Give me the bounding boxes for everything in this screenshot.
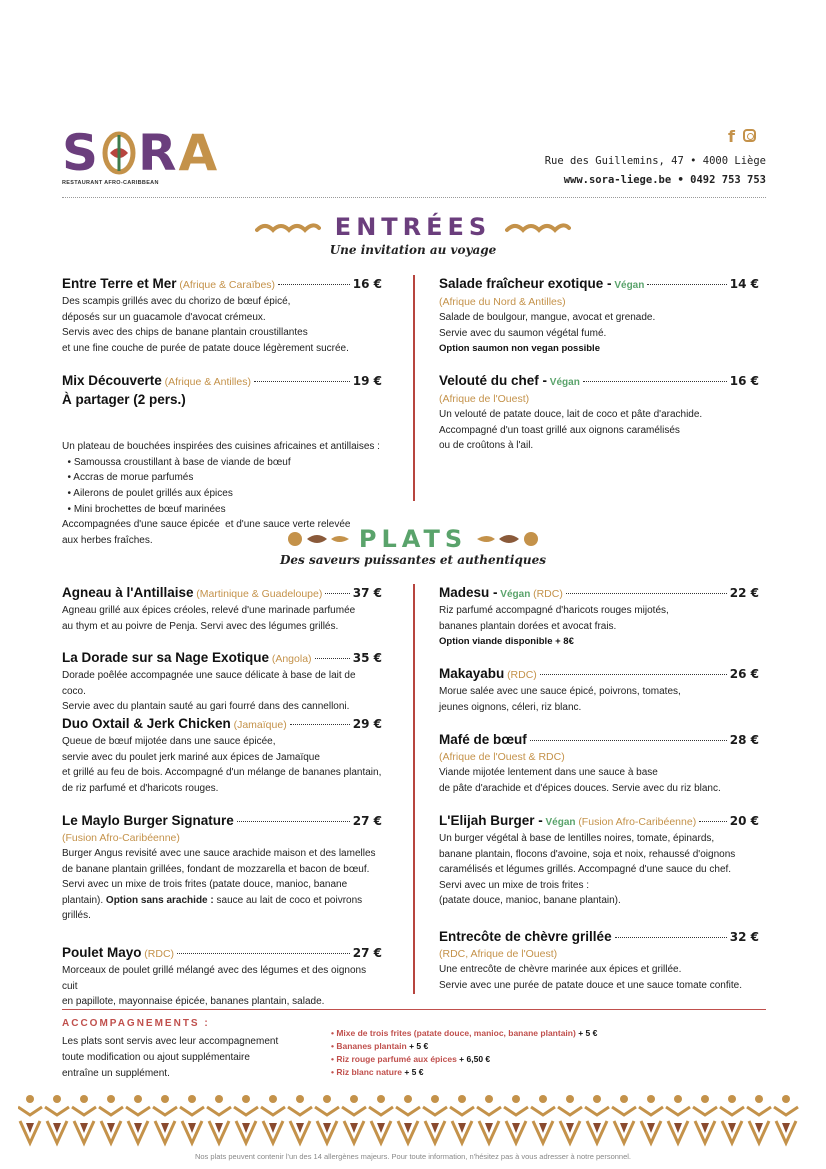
item-description: Morue salée avec une sauce épicé, poivrons, tomates, jeunes oignons, céleri, riz blanc. (439, 686, 681, 713)
item-description: Dorade poêlée accompagnée une sauce délicate à base de lait de coco. Servie avec du plantain sauté au gari fourré dans des cannelloni. (62, 670, 356, 713)
item-description: Queue de bœuf mijotée dans une sauce épicée, servie avec du poulet jerk mariné aux épices de Jamaïque et grillé au feu de bois. Accompagné d'un mélange de bananes plantain, de riz parfumé et d'haricots rouges. (62, 736, 382, 794)
item-origin: (Afrique de l'Ouest) (439, 393, 530, 405)
item-price: 28 € (729, 733, 759, 747)
plats-title: PLATS (358, 525, 468, 553)
menu-item (439, 731, 759, 796)
item-origin: (RDC, Afrique de l'Ouest) (439, 948, 558, 960)
seed-ornament-icon (287, 531, 351, 547)
menu-item (62, 715, 382, 796)
item-name: Poulet Mayo (62, 945, 142, 960)
entrees-title: ENTRÉES (334, 213, 492, 241)
item-origin: (Afrique de l'Ouest & RDC) (439, 751, 565, 763)
item-name: Mix Découverte (62, 373, 162, 388)
item-name: L'Elijah Burger - (439, 813, 543, 828)
instagram-icon[interactable] (743, 129, 756, 142)
logo-letters-ra: RA (138, 124, 220, 182)
tribal-pattern-band (18, 1093, 808, 1149)
menu-item (62, 275, 382, 356)
list-item: • Riz blanc nature + 5 € (331, 1067, 424, 1077)
item-description: Burger Angus revisité avec une sauce arachide maison et des lamelles de banane plantain grillées, fondant de mozzarella et bacon de bœuf. Servi avec un mixe de trois frites (patate douce, manioc, banane plantain). Option sans arachide : sauce au lait de coco et poivrons grillés. (62, 848, 376, 922)
vegan-badge: Végan (500, 589, 531, 600)
accompaniments-list (331, 1027, 597, 1079)
item-price: 16 € (352, 277, 382, 291)
menu-item (439, 275, 759, 357)
menu-item (62, 944, 382, 1010)
item-price: 14 € (729, 277, 759, 291)
logo-mask-icon (102, 131, 136, 175)
item-option-note: Option viande disponible + 8€ (439, 636, 574, 648)
allergen-note: Nos plats peuvent contenir l'un des 14 allergènes majeurs. Pour toute information, n'hésitez pas à vous adresser à notre personnel. (194, 1152, 632, 1161)
seed-ornament-icon (475, 531, 539, 547)
item-name: Salade fraîcheur exotique - (439, 276, 612, 291)
menu-item (439, 584, 759, 650)
logo-letter-s: S (62, 124, 101, 182)
menu-item (62, 584, 382, 634)
accompaniments-divider (62, 1009, 766, 1010)
item-description: Salade de boulgour, mangue, avocat et grenade. Servie avec du saumon végétal fumé. (439, 312, 656, 339)
item-name: Agneau à l'Antillaise (62, 585, 194, 600)
item-price: 32 € (729, 930, 759, 944)
item-origin: (RDC) (533, 588, 563, 600)
item-origin: (RDC) (144, 948, 175, 960)
menu-item (439, 665, 759, 715)
item-price: 22 € (729, 586, 759, 600)
item-description: Une entrecôte de chèvre marinée aux épices et grillée. Servie avec une purée de patate douce et une sauce tomate confite. (439, 964, 742, 991)
item-price: 19 € (352, 374, 382, 388)
item-price: 27 € (352, 946, 382, 960)
social-links (728, 128, 768, 146)
item-name: Duo Oxtail & Jerk Chicken (62, 716, 231, 731)
item-price: 26 € (729, 667, 759, 681)
item-name: Makayabu (439, 666, 505, 681)
item-description: Agneau grillé aux épices créoles, relevé d'une marinade parfumée au thym et au poivre de Penja. Servi avec des légumes grillés. (62, 605, 356, 632)
list-item: • Bananes plantain + 5 € (331, 1041, 429, 1051)
item-description: Un plateau de bouchées inspirées des cuisines africaines et antillaises : • Samoussa croustillant à base de viande de bœuf • Accras de morue parfumés • Ailerons de poulet grillés aux épices • Mini brochettes de bœuf marinées Accompagnées d'une sauce épicée et d'une sauce verte relevée aux herbes fraîches. (62, 441, 380, 546)
item-origin: (Martinique & Guadeloupe) (196, 588, 323, 600)
wave-ornament-icon (505, 220, 571, 234)
item-origin: (Jamaïque) (233, 719, 287, 731)
accompaniments-title: ACCOMPAGNEMENTS : (62, 1018, 210, 1029)
menu-item (62, 649, 382, 715)
menu-item (439, 372, 759, 454)
item-description: Viande mijotée lentement dans une sauce à base de pâte d'arachide et d'épices douces. Servie avec du riz blanc. (439, 767, 721, 794)
entrees-subtitle: Une invitation au voyage (329, 243, 497, 257)
list-item: • Riz rouge parfumé aux épices + 6,50 € (331, 1054, 491, 1064)
item-option-note: Option sans arachide : (105, 894, 214, 906)
menu-item (439, 812, 759, 909)
logo (62, 124, 220, 188)
website-phone[interactable]: www.sora-liege.be • 0492 753 753 (563, 174, 766, 186)
logo-subtitle: RESTAURANT AFRO-CARIBBEAN (62, 180, 159, 186)
item-name: Le Maylo Burger Signature (62, 813, 234, 828)
vegan-badge: Végan (614, 280, 645, 291)
item-origin: (Fusion Afro-Caribéenne) (62, 832, 180, 844)
vegan-badge: Végan (545, 817, 576, 828)
item-description: Des scampis grillés avec du chorizo de bœuf épicé, déposés sur un guacamole d'avocat crémeux. Servis avec des chips de banane plantain croustillantes et une fine couche de purée de patate douce légèrement sucrée. (62, 296, 349, 354)
entrees-heading (0, 210, 826, 244)
item-name: Velouté du chef - (439, 373, 548, 388)
item-origin: (RDC) (507, 669, 537, 681)
menu-item (62, 812, 382, 924)
item-sharing-label: À partager (2 pers.) (62, 392, 186, 407)
item-origin: (Fusion Afro-Caribéenne) (578, 816, 697, 828)
list-item: • Mixe de trois frites (patate douce, manioc, banane plantain) + 5 € (331, 1028, 598, 1038)
item-price: 29 € (352, 717, 382, 731)
item-origin: (Afrique & Antilles) (164, 376, 251, 388)
item-option-note: Option saumon non vegan possible (439, 343, 600, 355)
wave-ornament-icon (255, 220, 321, 234)
item-name: Mafé de bœuf (439, 732, 527, 747)
facebook-icon[interactable]: f (728, 127, 735, 146)
accompaniments-info: Les plats sont servis avec leur accompagnement toute modification ou ajout supplémentaire entraîne un supplément. (62, 1036, 279, 1079)
item-origin: (Angola) (271, 653, 312, 665)
item-name: Entrecôte de chèvre grillée (439, 929, 612, 944)
item-price: 20 € (729, 814, 759, 828)
column-divider (413, 275, 415, 501)
item-price: 27 € (352, 814, 382, 828)
item-name: Madesu - (439, 585, 498, 600)
item-price: 16 € (729, 374, 759, 388)
item-price: 37 € (352, 586, 382, 600)
item-name: Entre Terre et Mer (62, 276, 177, 291)
column-divider (413, 584, 415, 994)
item-description: Un burger végétal à base de lentilles noires, tomate, épinards, banane plantain, flocons d'avoine, soja et noix, rehaussé d'oignons caramélisés et légumes grillés. Accompagné d'une sauce du chef. Servi avec un mixe de trois frites : (patate douce, manioc, banane plantain). (439, 833, 736, 907)
item-description: Morceaux de poulet grillé mélangé avec des légumes et des oignons cuit en papillote, mayonnaise épicée, bananes plantain, salade. (62, 965, 367, 1008)
plats-subtitle: Des saveurs puissantes et authentiques (280, 553, 546, 567)
item-price: 35 € (352, 651, 382, 665)
vegan-badge: Végan (549, 377, 580, 388)
menu-item (439, 928, 759, 993)
address: Rue des Guillemins, 47 • 4000 Liège (544, 155, 766, 167)
item-origin: (Afrique & Caraïbes) (179, 279, 276, 291)
item-description: Un velouté de patate douce, lait de coco et pâte d'arachide. Accompagné d'un toast grillé aux oignons caramélisés ou de croûtons à l'ail. (439, 409, 703, 452)
item-description: Riz parfumé accompagné d'haricots rouges mijotés, bananes plantain dorées et avocat frais. (439, 605, 669, 632)
item-name: La Dorade sur sa Nage Exotique (62, 650, 270, 665)
plats-heading (0, 522, 826, 556)
header-divider (62, 197, 766, 198)
item-origin: (Afrique du Nord & Antilles) (439, 296, 566, 308)
